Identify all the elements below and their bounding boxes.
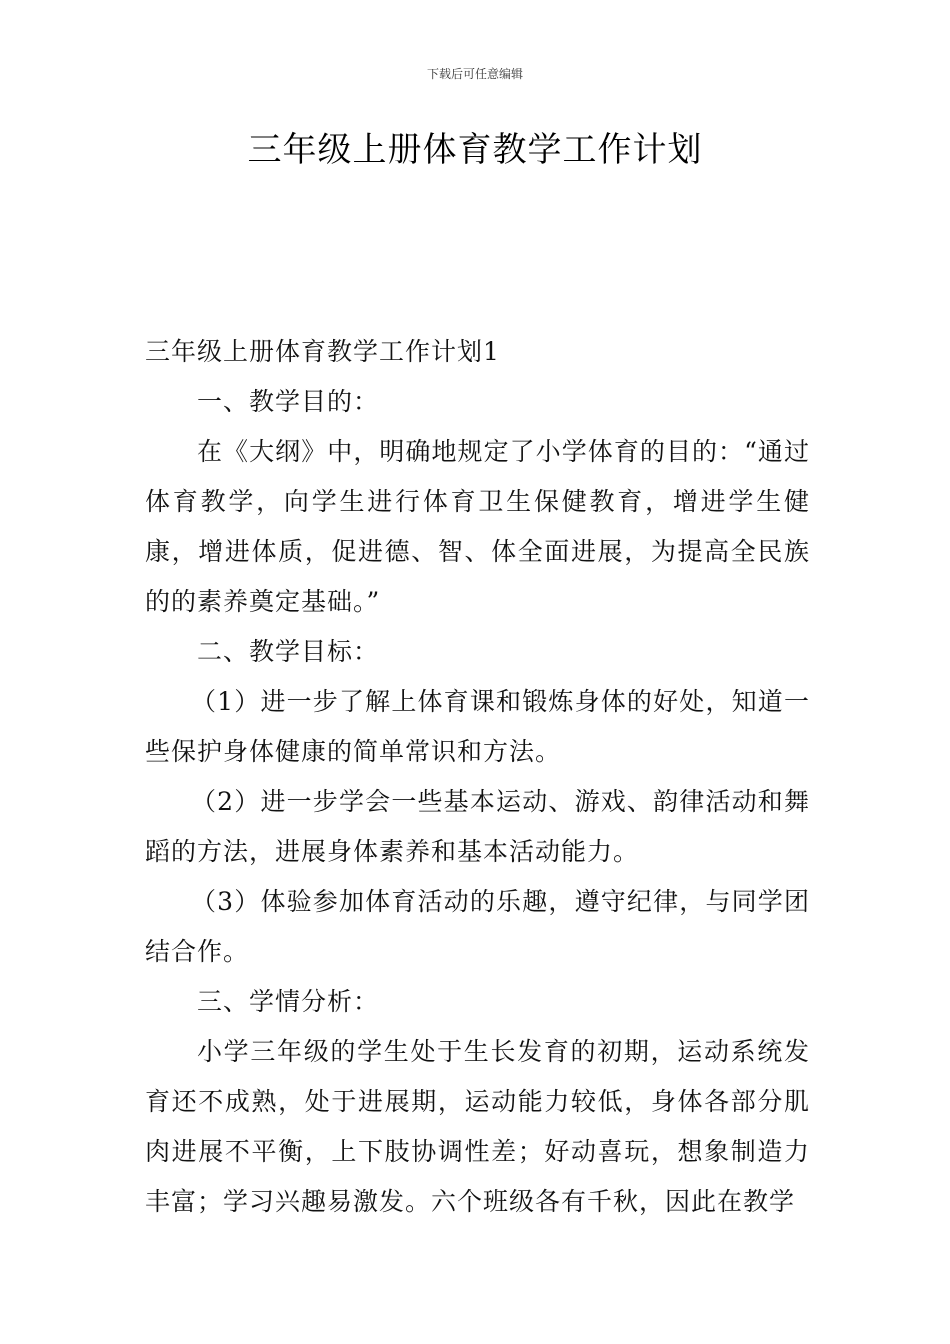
goal-item-2: （2）进一步学会一些基本运动、游戏、韵律活动和舞蹈的方法，进展身体素养和基本活动能力。: [145, 787, 810, 866]
section-heading-teaching-goals: 二、教学目标：: [197, 637, 380, 666]
goal-item-1: （1）进一步了解上体育课和锻炼身体的好处，知道一些保护身体健康的简单常识和方法。: [145, 687, 810, 766]
section-heading-teaching-purpose: 一、教学目的：: [197, 387, 380, 416]
paragraph-student-analysis: 小学三年级的学生处于生长发育的初期，运动系统发育还不成熟，处于进展期，运动能力较低，身体各部分肌肉进展不平衡，上下肢协调性差；好动喜玩，想象制造力丰富；学习兴趣易激发。六个班级各有千秋，因此在教学: [145, 1037, 810, 1216]
header-note: 下载后可任意编辑: [426, 67, 523, 81]
section-heading-student-analysis: 三、学情分析：: [197, 987, 380, 1016]
section-heading-plan-1: 三年级上册体育教学工作计划1: [145, 337, 500, 366]
goal-item-3: （3）体验参加体育活动的乐趣，遵守纪律，与同学团结合作。: [145, 887, 810, 966]
document-body: [145, 327, 810, 1227]
paragraph-purpose: 在《大纲》中，明确地规定了小学体育的目的：“通过体育教学，向学生进行体育卫生保健教育，增进学生健康，增进体质，促进德、智、体全面进展，为提高全民族的的素养奠定基础。”: [145, 437, 810, 616]
document-title: 三年级上册体育教学工作计划: [247, 130, 703, 170]
